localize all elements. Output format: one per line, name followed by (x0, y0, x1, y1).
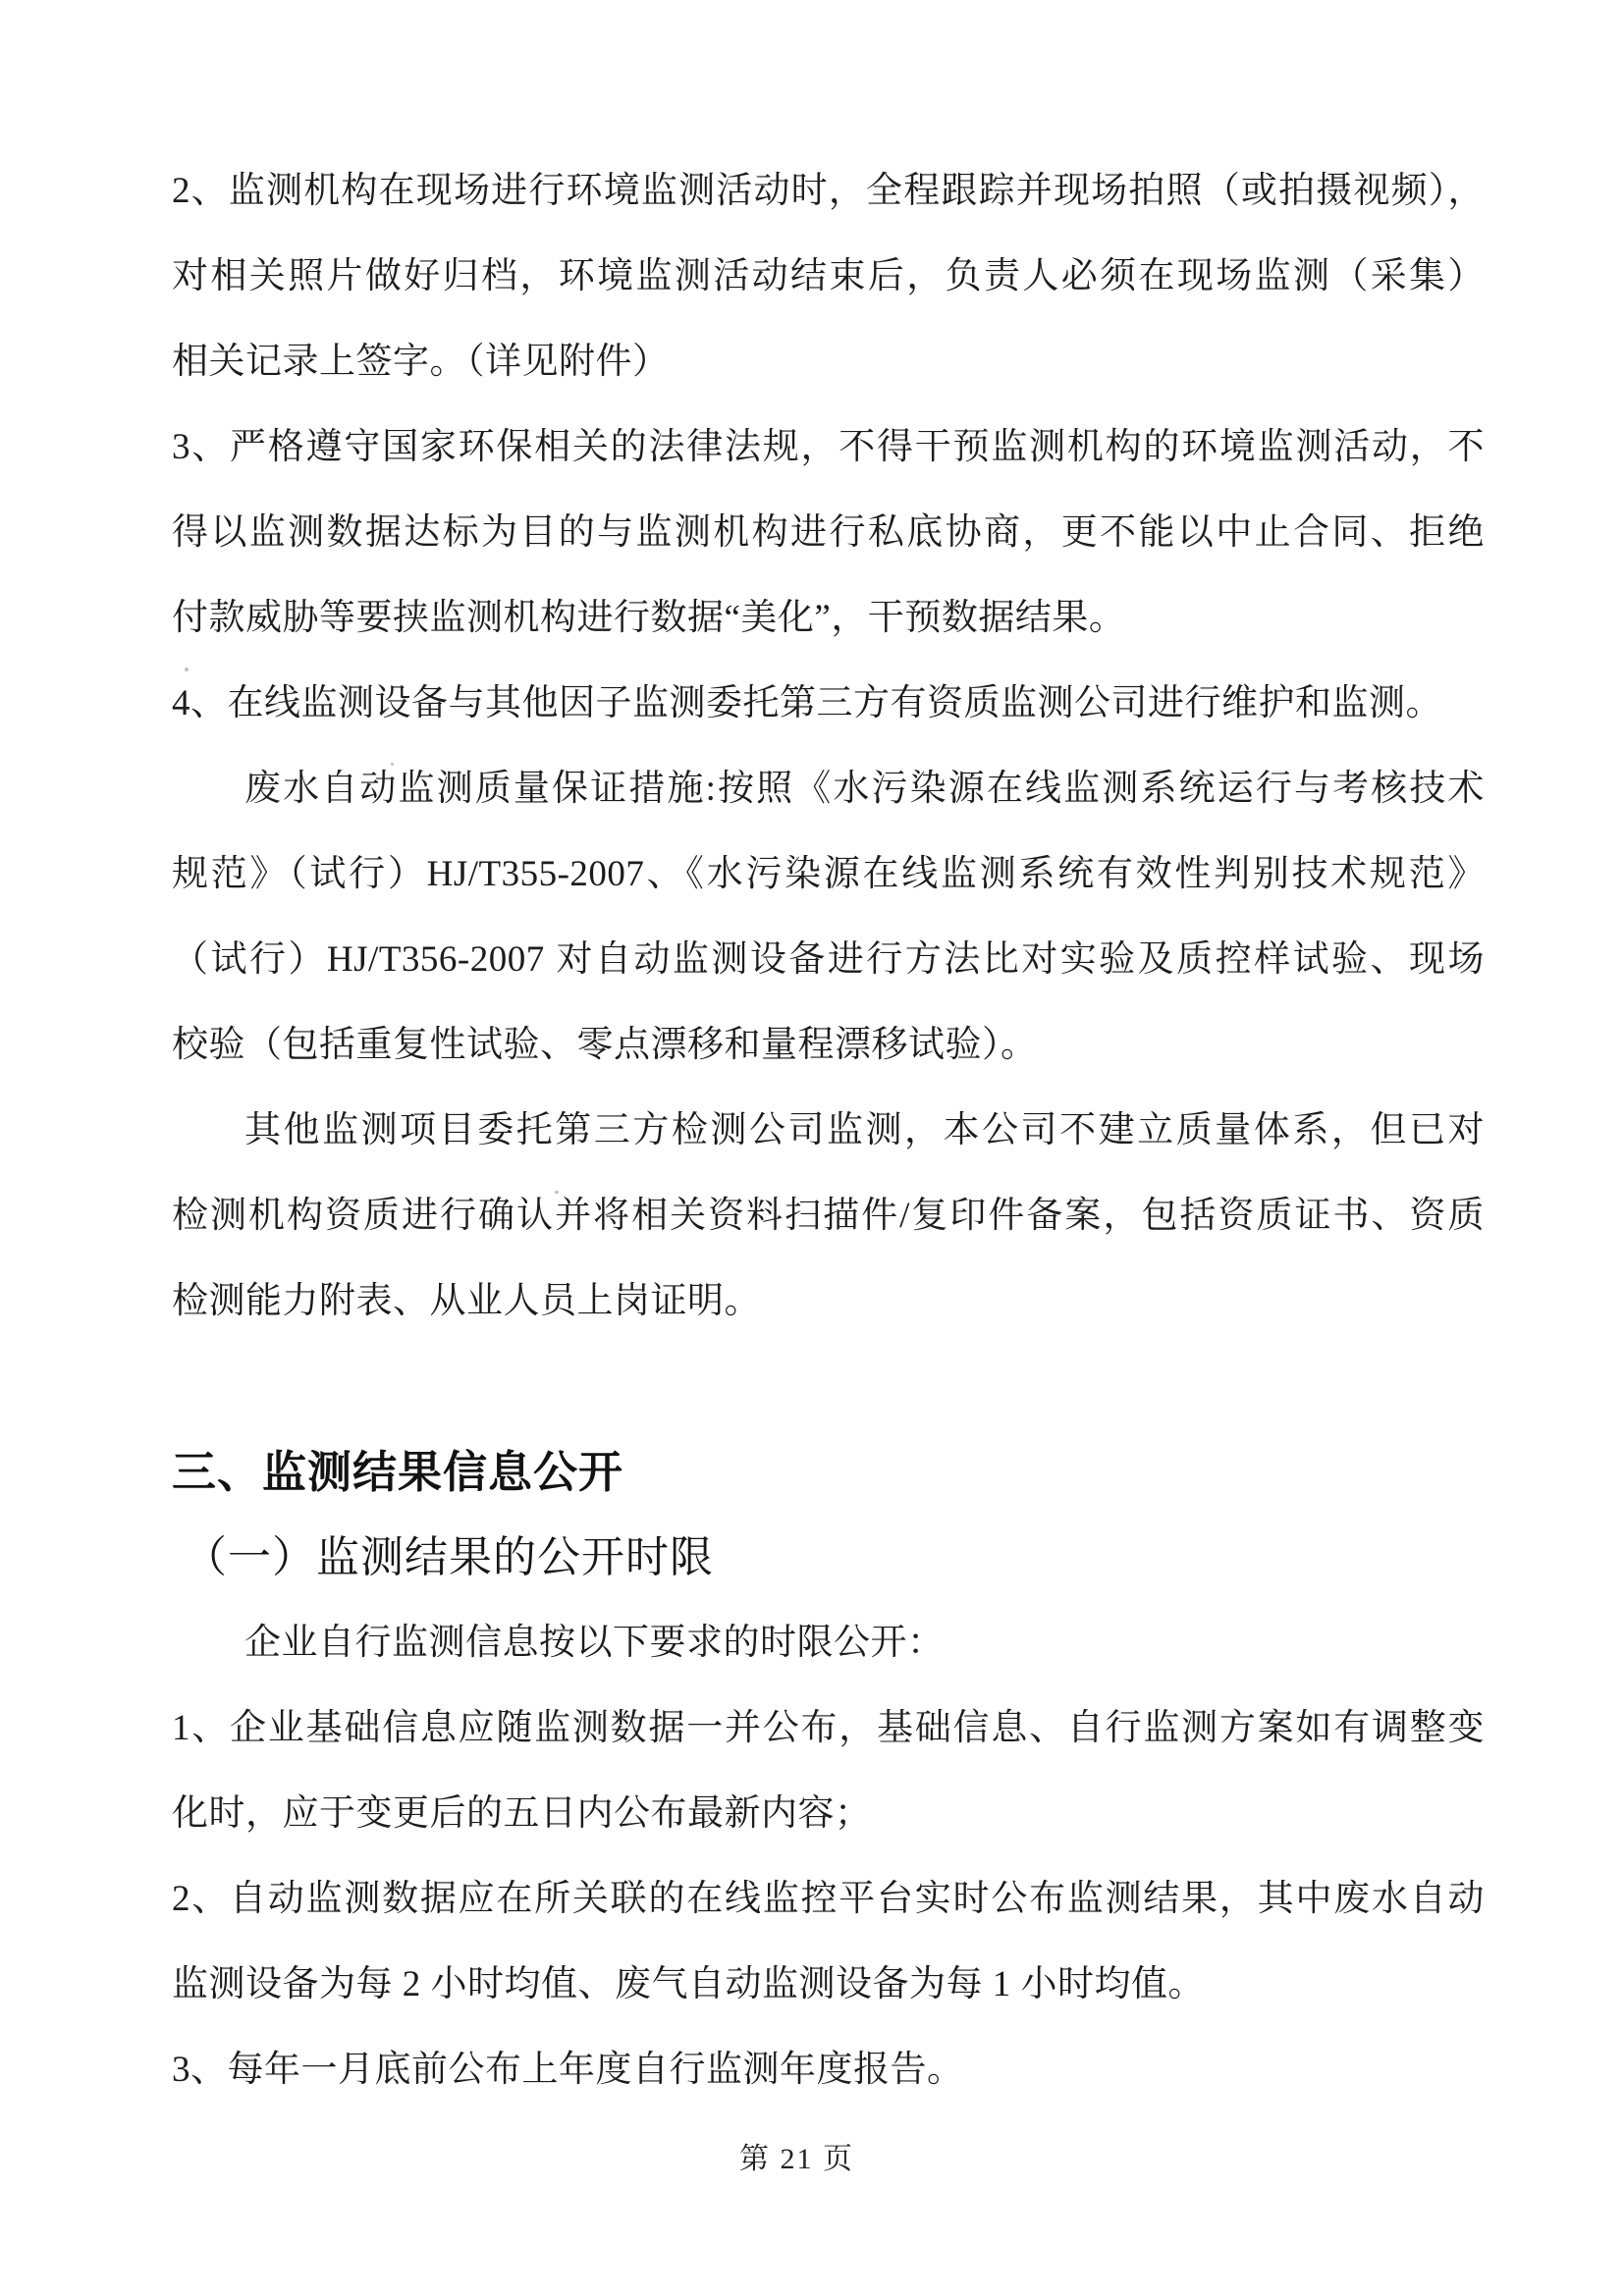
paragraph-disclosure-item-2 (172, 1856, 1485, 2027)
paragraph-item-4-online-equipment (172, 661, 1485, 746)
paragraph-disclosure-intro (172, 1600, 1485, 1685)
subsection-heading: （一）监测结果的公开时限 (184, 1533, 714, 1581)
text-line: 监测设备为每 2 小时均值、废气自动监测设备为每 1 小时均值。 (172, 1964, 1205, 2004)
text-line: 得以监测数据达标为目的与监测机构进行私底协商，更不能以中止合同、拒绝 (172, 512, 1485, 553)
paragraph-item-3-compliance (172, 404, 1485, 661)
text-line: 2、监测机构在现场进行环境监测活动时，全程跟踪并现场拍照（或拍摄视频）， (172, 171, 1485, 211)
paragraph-disclosure-item-3 (172, 2027, 1485, 2112)
section-heading: 三、监测结果信息公开 (172, 1447, 624, 1497)
text-line: 检测能力附表、从业人员上岗证明。 (172, 1281, 761, 1321)
paragraph-wastewater-auto-monitoring-qa (172, 746, 1485, 1088)
paragraph-item-2-site-monitoring (172, 148, 1485, 404)
text-line: 废水自动监测质量保证措施:按照《水污染源在线监测系统运行与考核技术 (244, 769, 1485, 809)
text-line: 2、自动监测数据应在所关联的在线监控平台实时公布监测结果，其中废水自动 (172, 1879, 1485, 1919)
blank-line (172, 1344, 1485, 1429)
page-number-footer: 第 21 页 (739, 2143, 854, 2175)
text-line: 企业自行监测信息按以下要求的时限公开： (244, 1623, 945, 1663)
text-line: 校验（包括重复性试验、零点漂移和量程漂移试验）。 (172, 1025, 1038, 1065)
text-line: 规范》（试行）HJ/T355-2007、《水污染源在线监测系统有效性判别技术规范》 (172, 854, 1485, 894)
scan-speck (555, 1191, 559, 1194)
scan-speck (185, 667, 189, 671)
text-line: 相关记录上签字。（详见附件） (172, 342, 670, 382)
paragraph-other-monitoring-items (172, 1088, 1485, 1344)
page-content (172, 148, 1485, 2112)
text-line: 4、在线监测设备与其他因子监测委托第三方有资质监测公司进行维护和监测。 (172, 683, 1442, 723)
text-line: 1、企业基础信息应随监测数据一并公布，基础信息、自行监测方案如有调整变 (172, 1708, 1485, 1748)
text-line: （试行）HJ/T356-2007 对自动监测设备进行方法比对实验及质控样试验、现场 (172, 939, 1485, 980)
text-line: 付款威胁等要挟监测机构进行数据“美化”，干预数据结果。 (172, 598, 1126, 638)
scan-speck (391, 763, 394, 766)
text-line: 其他监测项目委托第三方检测公司监测，本公司不建立质量体系，但已对 (244, 1110, 1485, 1150)
body-paragraphs (172, 148, 1485, 1344)
text-line: 对相关照片做好归档，环境监测活动结束后，负责人必须在现场监测（采集） (172, 256, 1485, 296)
text-line: 化时，应于变更后的五日内公布最新内容； (172, 1793, 872, 1834)
paragraph-disclosure-item-1 (172, 1685, 1485, 1856)
text-line: 3、每年一月底前公布上年度自行监测年度报告。 (172, 2050, 964, 2090)
disclosure-paragraphs (172, 1600, 1485, 2112)
text-line: 检测机构资质进行确认并将相关资料扫描件/复印件备案，包括资质证书、资质 (172, 1196, 1485, 1236)
text-line: 3、严格遵守国家环保相关的法律法规，不得干预监测机构的环境监测活动，不 (172, 427, 1485, 467)
